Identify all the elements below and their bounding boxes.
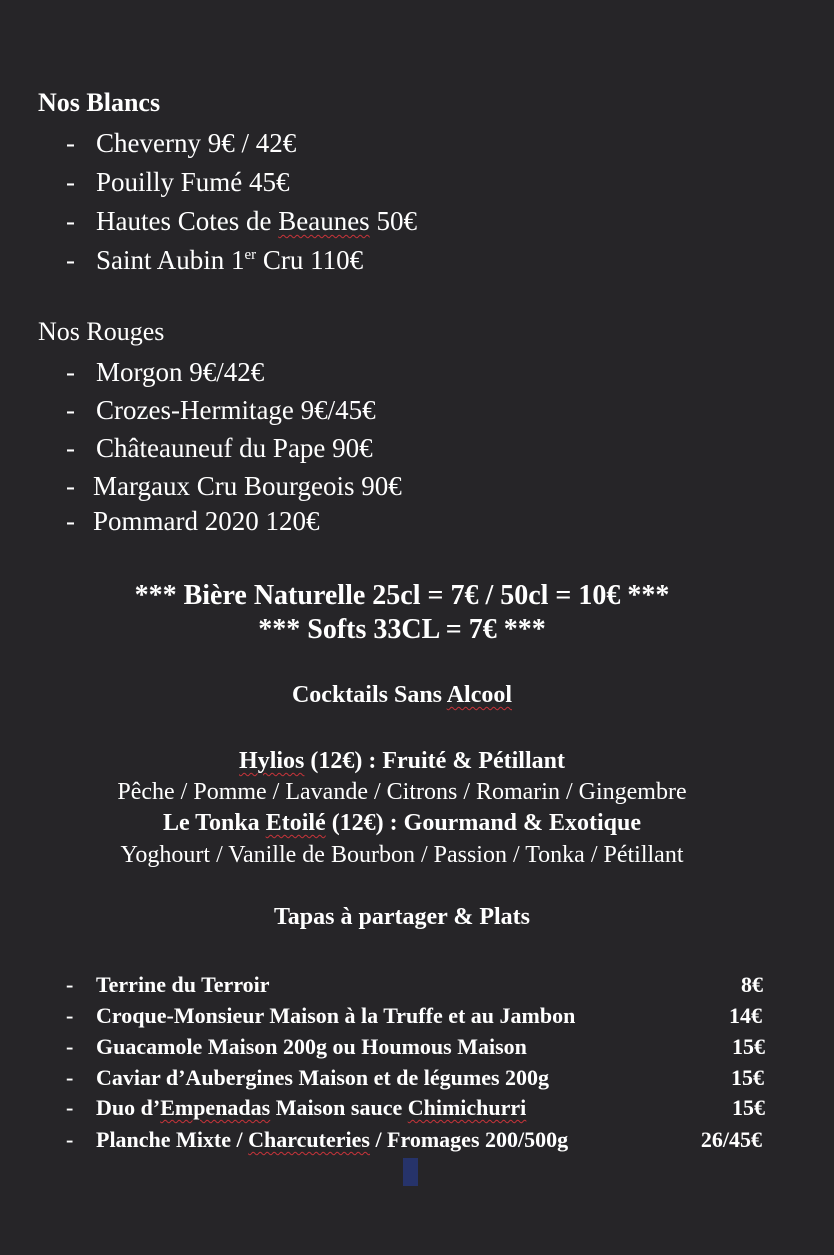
wine-label: Morgon 9€/42€ bbox=[96, 357, 265, 387]
spellcheck-flagged-word: Alcool bbox=[446, 682, 513, 708]
list-dash: - bbox=[66, 245, 75, 275]
cocktail-ingredients: Pêche / Pomme / Lavande / Citrons / Romarin / Gingembre bbox=[117, 779, 687, 805]
list-dash: - bbox=[66, 167, 75, 197]
menu-item-name-part: Maison sauce bbox=[270, 1095, 408, 1120]
menu-item-name: Guacamole Maison 200g ou Houmous Maison bbox=[96, 1034, 527, 1059]
softs-line: *** Softs 33CL = 7€ *** bbox=[258, 614, 546, 645]
menu-item-name-part: Planche Mixte / bbox=[96, 1127, 249, 1152]
spellcheck-flagged-word: Etoilé bbox=[265, 810, 326, 836]
list-dash: - bbox=[66, 471, 75, 501]
heading-part: Cocktails Sans bbox=[291, 682, 447, 708]
list-dash: - bbox=[66, 1127, 74, 1152]
wine-label bbox=[96, 206, 417, 237]
spellcheck-flagged-word: Empenadas bbox=[160, 1095, 271, 1120]
spellcheck-flagged-word: Hylios bbox=[239, 748, 305, 774]
spellcheck-flagged-word: Beaunes bbox=[278, 206, 370, 236]
list-dash: - bbox=[66, 357, 75, 387]
list-dash: - bbox=[66, 1095, 74, 1120]
wine-label-part: Cru 110€ bbox=[256, 245, 364, 275]
beer-line: *** Bière Naturelle 25cl = 7€ / 50cl = 10€ *** bbox=[134, 580, 670, 611]
menu-item-price: 15€ bbox=[731, 1065, 764, 1090]
list-dash: - bbox=[66, 128, 75, 158]
spellcheck-flagged-word: Chimichurri bbox=[407, 1095, 527, 1120]
wine-label-part: Saint Aubin 1 bbox=[96, 245, 245, 275]
cocktail-name-part: Le Tonka bbox=[162, 810, 266, 836]
wine-label-part: Hautes Cotes de bbox=[96, 206, 279, 236]
menu-item-name-part: Duo d’ bbox=[96, 1095, 161, 1120]
cocktail-name bbox=[0, 748, 804, 775]
list-dash: - bbox=[66, 506, 75, 536]
menu-item-name: Caviar d’Aubergines Maison et de légumes 200g bbox=[96, 1065, 550, 1090]
menu-item-price: 14€ bbox=[729, 1003, 762, 1028]
wine-label bbox=[96, 245, 363, 276]
list-dash: - bbox=[66, 1003, 74, 1028]
wine-label: Cheverny 9€ / 42€ bbox=[96, 128, 297, 158]
wine-label: Crozes-Hermitage 9€/45€ bbox=[96, 395, 376, 425]
section-heading-reds: Nos Rouges bbox=[38, 317, 165, 346]
list-dash: - bbox=[66, 972, 74, 997]
cocktails-heading bbox=[0, 682, 804, 709]
menu-item-name: Croque-Monsieur Maison à la Truffe et au Jambon bbox=[96, 1003, 576, 1028]
wine-label: Margaux Cru Bourgeois 90€ bbox=[93, 471, 402, 501]
list-dash: - bbox=[66, 1034, 74, 1059]
wine-label: Pouilly Fumé 45€ bbox=[96, 167, 290, 197]
menu-item-price: 15€ bbox=[732, 1034, 765, 1059]
cocktail-name bbox=[0, 810, 804, 837]
cocktail-description: (12€) : Gourmand & Exotique bbox=[325, 810, 642, 836]
menu-item-price: 26/45€ bbox=[700, 1127, 762, 1152]
superscript: er bbox=[244, 247, 257, 263]
menu-item-name: Terrine du Terroir bbox=[96, 972, 270, 997]
spellcheck-flagged-word: Charcuteries bbox=[248, 1127, 370, 1152]
cocktail-description: (12€) : Fruité & Pétillant bbox=[304, 748, 565, 774]
menu-item-price: 8€ bbox=[741, 972, 763, 997]
menu-item-name-part: / Fromages 200/500g bbox=[369, 1127, 569, 1152]
menu-item-price: 15€ bbox=[732, 1095, 765, 1120]
section-heading-whites: Nos Blancs bbox=[38, 88, 161, 117]
menu-item-name bbox=[96, 1127, 568, 1153]
list-dash: - bbox=[66, 206, 75, 236]
list-dash: - bbox=[66, 1065, 74, 1090]
text-cursor-marker bbox=[403, 1158, 418, 1186]
menu-item-name bbox=[96, 1095, 526, 1121]
cocktail-ingredients: Yoghourt / Vanille de Bourbon / Passion / Tonka / Pétillant bbox=[120, 842, 684, 868]
wine-label: Châteauneuf du Pape 90€ bbox=[96, 433, 373, 463]
tapas-heading: Tapas à partager & Plats bbox=[273, 904, 530, 930]
list-dash: - bbox=[66, 395, 75, 425]
list-dash: - bbox=[66, 433, 75, 463]
wine-label: Pommard 2020 120€ bbox=[93, 506, 320, 536]
wine-label-part: 50€ bbox=[369, 206, 417, 236]
